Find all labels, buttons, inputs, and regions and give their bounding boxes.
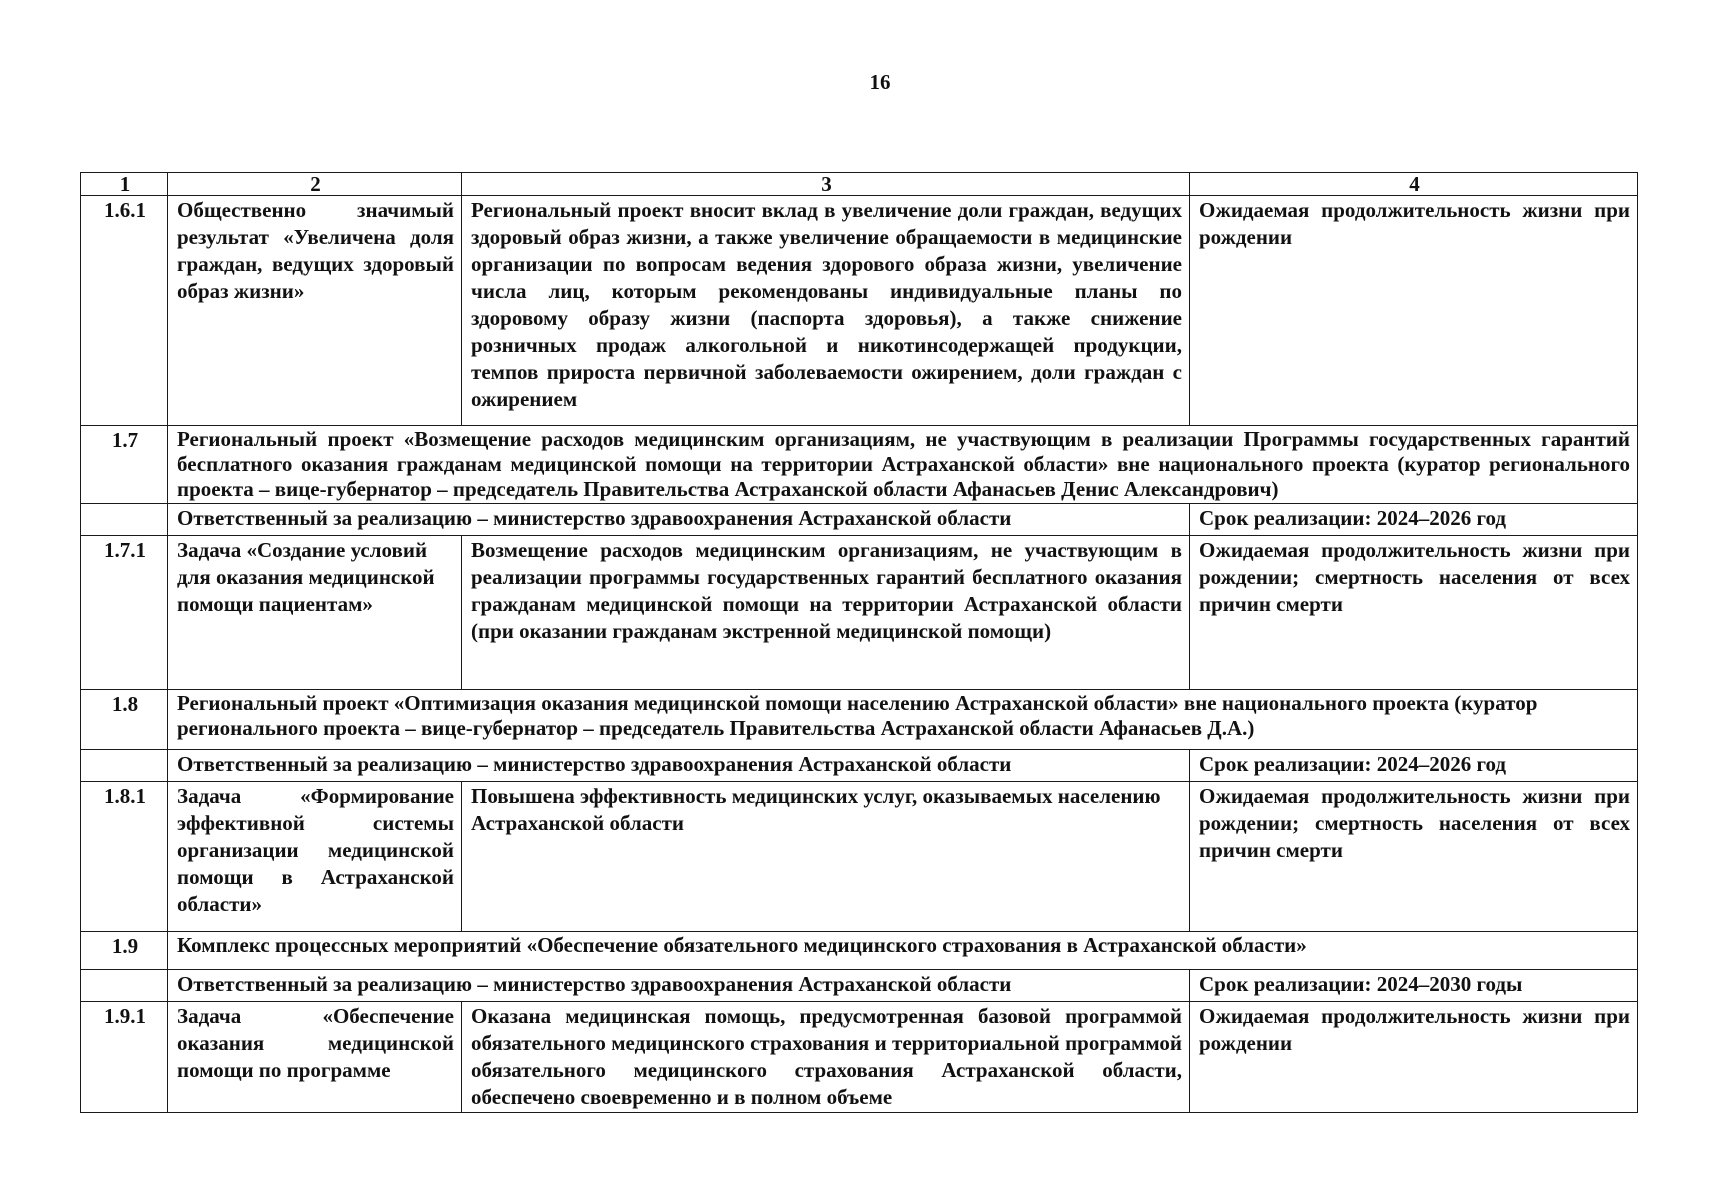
row-number-empty (81, 970, 168, 1002)
term-text: Срок реализации: 2024–2026 год (1190, 504, 1638, 536)
table-row-responsible (81, 504, 1638, 536)
header-col-1: 1 (81, 173, 168, 196)
row-goal: Задача «Формирование эффективной системы организации медицинской помощи в Астраханской области» (168, 782, 462, 932)
table-row-1-7-1 (81, 536, 1638, 690)
term-text: Срок реализации: 2024–2030 годы (1190, 970, 1638, 1002)
row-number: 1.9.1 (81, 1002, 168, 1113)
page-number: 16 (869, 70, 891, 94)
table-row-1-8 (81, 690, 1638, 750)
table-row-1-9 (81, 932, 1638, 970)
header-col-3: 3 (462, 173, 1190, 196)
project-title: Региональный проект «Оптимизация оказания медицинской помощи населению Астраханской области» вне национального проекта (куратор регионального проекта – вице-губернатор – председатель Правительства Астраханской области Афанасьев Д.А.) (168, 690, 1638, 750)
header-col-4: 4 (1190, 173, 1638, 196)
table-row-responsible (81, 750, 1638, 782)
row-number-empty (81, 504, 168, 536)
header-col-2: 2 (168, 173, 462, 196)
table-row-responsible (81, 970, 1638, 1002)
row-indicator: Ожидаемая продолжительность жизни при рождении (1190, 1002, 1638, 1113)
row-indicator: Ожидаемая продолжительность жизни при рождении (1190, 196, 1638, 426)
row-goal: Задача «Обеспечение оказания медицинской помощи по программе (168, 1002, 462, 1113)
table-row-1-7 (81, 426, 1638, 504)
table-row-1-8-1 (81, 782, 1638, 932)
row-description: Возмещение расходов медицинским организациям, не участвующим в реализации программы государственных гарантий бесплатного оказания гражданам медицинской помощи на территории Астраханской области (при оказании гражданам экстренной медицинской помощи) (462, 536, 1190, 690)
row-description: Повышена эффективность медицинских услуг, оказываемых населению Астраханской области (462, 782, 1190, 932)
project-title: Региональный проект «Возмещение расходов медицинским организациям, не участвующим в реализации Программы государственных гарантий бесплатного оказания гражданам медицинской помощи на территории Астраханской области» вне национального проекта (куратор регионального проекта – вице-губернатор – председатель Правительства Астраханской области Афанасьев Денис Александрович) (168, 426, 1638, 504)
row-goal: Задача «Создание условий для оказания медицинской помощи пациентам» (168, 536, 462, 690)
responsible-text: Ответственный за реализацию – министерство здравоохранения Астраханской области (168, 970, 1190, 1002)
row-number: 1.7 (81, 426, 168, 504)
table-row-1-6-1 (81, 196, 1638, 426)
row-number: 1.8.1 (81, 782, 168, 932)
responsible-text: Ответственный за реализацию – министерство здравоохранения Астраханской области (168, 504, 1190, 536)
row-number: 1.6.1 (81, 196, 168, 426)
row-goal: Общественно значимый результат «Увеличена доля граждан, ведущих здоровый образ жизни» (168, 196, 462, 426)
table-row-1-9-1 (81, 1002, 1638, 1113)
row-description: Региональный проект вносит вклад в увеличение доли граждан, ведущих здоровый образ жизни, а также увеличение обращаемости в медицинские организации по вопросам ведения здорового образа жизни, увеличение числа лиц, которым рекомендованы индивидуальные планы по здоровому образу жизни (паспорта здоровья), а также снижение розничных продаж алкогольной и никотинсодержащей продукции, темпов прироста первичной заболеваемости ожирением, доли граждан с ожирением (462, 196, 1190, 426)
row-number: 1.8 (81, 690, 168, 750)
row-indicator: Ожидаемая продолжительность жизни при рождении; смертность населения от всех причин смерти (1190, 782, 1638, 932)
row-number: 1.9 (81, 932, 168, 970)
row-number: 1.7.1 (81, 536, 168, 690)
row-description: Оказана медицинская помощь, предусмотренная базовой программой обязательного медицинского страхования и территориальной программой обязательного медицинского страхования Астраханской области, обеспечено своевременно и в полном объеме (462, 1002, 1190, 1113)
process-title: Комплекс процессных мероприятий «Обеспечение обязательного медицинского страхования в Астраханской области» (168, 932, 1638, 970)
program-table (80, 172, 1638, 1113)
row-indicator: Ожидаемая продолжительность жизни при рождении; смертность населения от всех причин смерти (1190, 536, 1638, 690)
table-header-row (81, 173, 1638, 196)
row-number-empty (81, 750, 168, 782)
responsible-text: Ответственный за реализацию – министерство здравоохранения Астраханской области (168, 750, 1190, 782)
term-text: Срок реализации: 2024–2026 год (1190, 750, 1638, 782)
